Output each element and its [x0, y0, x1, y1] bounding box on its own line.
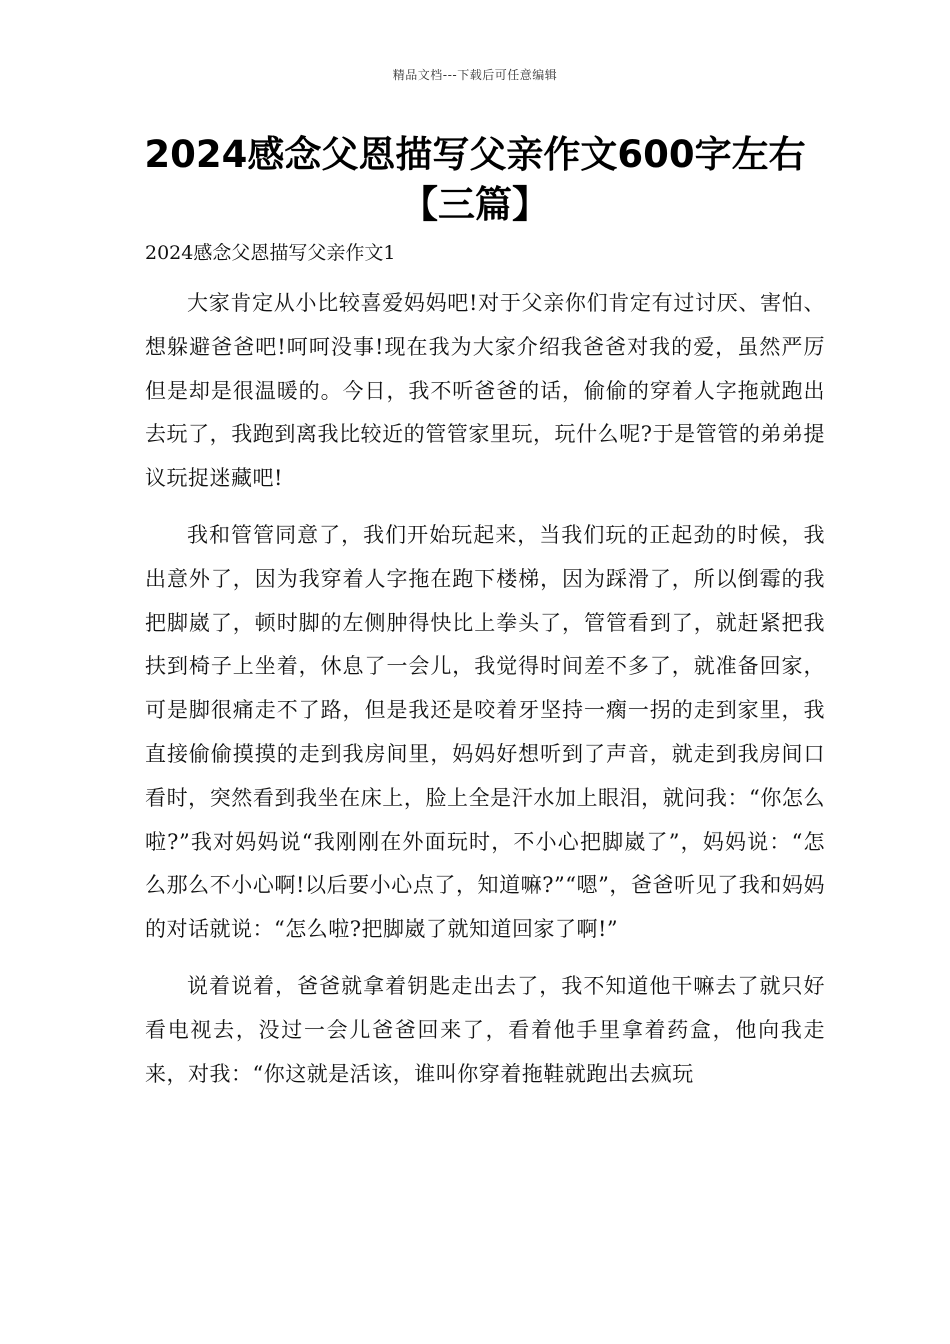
document-title: 2024感念父恩描写父亲作文600字左右【三篇】: [144, 133, 806, 226]
header-note: 精品文档---下载后可任意编辑: [392, 68, 558, 82]
paragraph-3: 说着说着，爸爸就拿着钥匙走出去了，我不知道他干嘛去了就只好看电视去，没过一会儿爸爸回来了，看着他手里拿着药盒，他向我走来，对我：“你这就是活该，谁叫你穿着拖鞋就跑出去疯玩: [145, 973, 825, 1086]
paragraph-2: 我和管管同意了，我们开始玩起来，当我们玩的正起劲的时候，我出意外了，因为我穿着人字拖在跑下楼梯，因为踩滑了，所以倒霉的我把脚崴了，顿时脚的左侧肿得快比上拳头了，管管看到了，就赶紧把我扶到椅子上坐着，休息了一会儿，我觉得时间差不多了，就准备回家，可是脚很痛走不了路，但是我还是咬着牙坚持一瘸一拐的走到家里，我直接偷偷摸摸的走到我房间里，妈妈好想听到了声音，就走到我房间口看时，突然看到我坐在床上，脸上全是汗水加上眼泪，就问我：“你怎么啦?”我对妈妈说“我刚刚在外面玩时，不小心把脚崴了”，妈妈说：“怎么那么不小心啊!以后要小心点了，知道嘛?”“嗯”，爸爸听见了我和妈妈的对话就说：“怎么啦?把脚崴了就知道回家了啊!”: [145, 522, 825, 942]
article-body: [145, 282, 825, 1096]
article-subtitle: 2024感念父恩描写父亲作文1: [145, 242, 396, 264]
paragraph-1: 大家肯定从小比较喜爱妈妈吧!对于父亲你们肯定有过讨厌、害怕、想躲避爸爸吧!呵呵没事!现在我为大家介绍我爸爸对我的爱，虽然严厉但是却是很温暖的。今日，我不听爸爸的话，偷偷的穿着人字拖就跑出去玩了，我跑到离我比较近的管管家里玩，玩什么呢?于是管管的弟弟提议玩捉迷藏吧!: [145, 291, 825, 491]
